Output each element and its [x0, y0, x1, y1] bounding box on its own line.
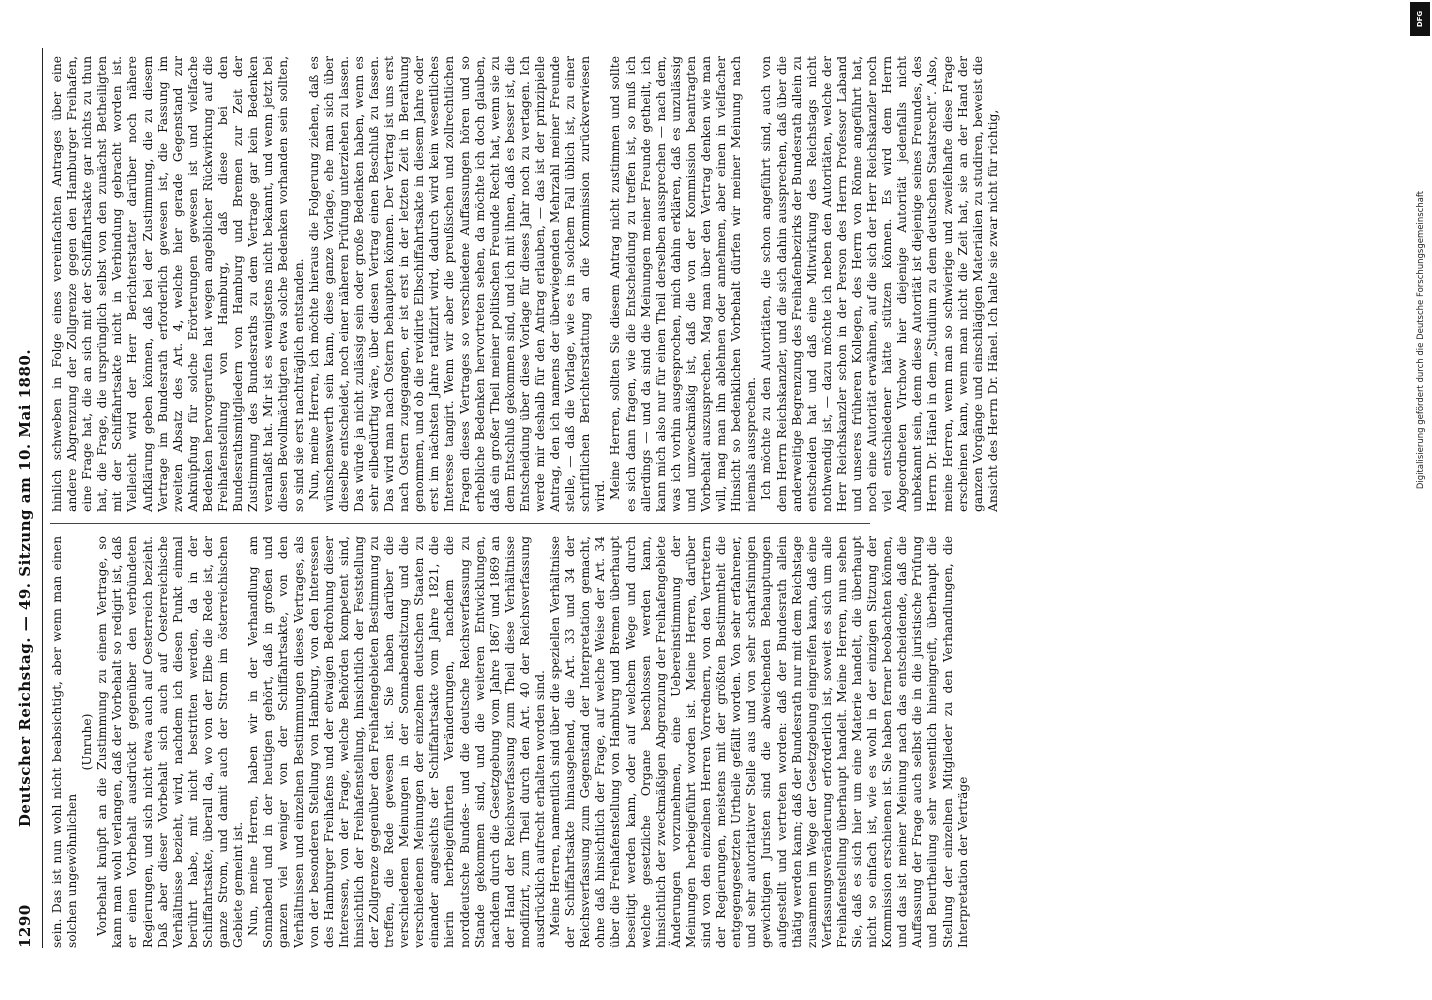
paragraph: Vorbehalt knüpft an die Zustimmung zu einem Vertrage, so kann man wohl verlangen, daß der Vorbehalt so redigirt ist, daß er einen Vorbehalt ausdrückt gegenüber den verbündeten Regierungen, und sich nicht etwa auch auf Oesterreich bezieht. Daß aber dieser Vorbehalt sich auch auf Oesterreichische Verhältnisse bezieht, wird, nachdem ich diesen Punkt einmal berührt habe, mit nicht bestritten werden, da in der Schiffahrtsakte, überall da, wo von der Elbe die Rede ist, der ganze Strom, und damit auch der Strom im österreichischen Gebiete gemeint ist.: [95, 536, 246, 948]
paragraph: hinlich schweben in Folge eines vereinfachten Antrages über eine andere Abgrenzung der Zollgrenze gegen den Hamburger Freihafen, eine Frage hat, die an sich mit der Schiffahrtsakte gar nichts zu thun hat, die Frage, die ursprünglich selbst von den zunächst Betheiligten mit der Schiffahrtsakte nicht in Verbindung gebracht worden ist. Vielleicht wird der Herr Berichterstatter darüber noch nähere Aufklärung geben können, daß bei der Zustimmung, die zu diesem Vertrage im Bundesrath erforderlich gewesen ist, die Fassung im zweiten Absatz des Art. 4, welche hier gerade Gegenstand zur Anknüpfung für solche Erörterungen gewesen ist und vielfache Bedenken hervorgerufen hat wegen angeblicher Rückwirkung auf die Freihafenstellung von Hamburg, daß diese bei den Bundesrathsmitgliedern von Hamburg und Bremen zur Zeit der Zustimmung des Bundesraths zu dem Vertrage gar kein Bedenken veranlaßt hat. Mir ist es wenigstens nicht bekannt, und wenn jetzt bei diesen Bevollmächtigten etwa solche Bedenken vorhanden sein sollten, so sind sie erst nachträglich entstanden.: [50, 56, 306, 512]
page-title: Deutscher Reichstag. — 49. Sitzung am 10. Mai 1880.: [16, 348, 34, 828]
paragraph: Meine Herren, namentlich sind über die speziellen Verhältnisse der Schiffahrtsakte hinausgehend, die Art. 33 und 34 der Reichsverfassung zum Gegenstand der Interpretation gemacht, ohne daß hinsichtlich der Frage, auf welche Weise der Art. 34 über die Freihafenstellung von Hamburg und Bremen überhaupt beseitigt werden kann, oder auf welchem Wege und durch welche gesetzliche Organe beschlossen werden kann, hinsichtlich der zweckmäßigen Abgrenzung der Freihafengebiete Änderungen vorzunehmen, eine Uebereinstimmung der Meinungen herbeigeführt worden ist. Meine Herren, darüber sind von den einzelnen Herren Vorrednern, von den Vertretern der Regierungen, meistens mit der größten Bestimmtheit die entgegengesetzten Urtheile gefällt worden. Von sehr erfahrener, und sehr autoritativer Stelle aus und von sehr scharfsinnigen gewichtigen Juristen sind die abweichenden Behauptungen aufgestellt und vertreten worden: daß der Bundesrath allein thätig werden kann; daß der Bundesrath nur mit dem Reichstage zusammen im Wege der Gesetzgebung eingreifen kann, daß eine Verfassungsveränderung erforderlich ist, soweit es sich um alle Freihafenstellung überhaupt handelt. Meine Herren, nun sehen Sie, daß es sich hier um eine Materie handelt, die überhaupt nicht so einfach ist, wie es wohl in der einzigen Sitzung der Kommission erschienen ist. Sie haben ferner beobachten können, und das ist meiner Meinung nach das entscheidende, daß die Auffassung der Frage auch selbst die in die juristische Prüfung und Beurtheilung sehr wesentlich hineingreift, überhaupt die Stellung der einzelnen Mitglieder zu den Verhandlungen, die Interpretation der Verträge: [548, 536, 970, 948]
paragraph: Ich möchte zu den Autoritäten, die schon angeführt sind, auch von dem Herrn Reichskanzler, und die sich dahin aussprechen, daß über die anderweitige Begrenzung des Freihafenbezirks der Bundesrath allein zu entscheiden hat und daß eine Mitwirkung des Reichstags nicht nothwendig ist, — dazu möchte ich neben den Autoritäten, welche der Herr Reichskanzler schon in der Person des Herrn Professor Laband und unseres früheren Kollegen, des Herrn von Rönne angeführt hat, noch eine Autorität erwähnen, auf die sich der Herr Reichskanzler noch viel entschiedener hätte stützen können. Es wird dem Herrn Abgeordneten Virchow hier diejenige Autorität jedenfalls nicht unbekannt sein, denn diese Autorität ist diejenige seines Freundes, des Herrn Dr. Hänel in dem „Studium zu dem deutschen Staatsrecht“. Also, meine Herren, wenn man so schwierige und zweifelhafte diese Frage erscheinen kann, wenn man nicht die Zeit hat, sie an der Hand der ganzen Vorgänge und einschlägigen Materialien zu studiren, beweist die Ansicht des Herrn Dr. Hänel. Ich halte sie zwar nicht für richtig,: [759, 56, 1000, 512]
column-divider: [50, 523, 870, 524]
stage-direction: (Unruhe): [80, 713, 95, 771]
paragraph: sein. Das ist nun wohl nicht beabsichtigt, aber wenn man einen solchen ungewöhnlichen: [50, 536, 80, 948]
page-number: 1290: [16, 904, 34, 948]
paragraph: Nun, meine Herren, haben wir in der Verhandlung am Sonnabend und in der heutigen gehört, daß in großen und ganzen viel weniger von der Schiffahrtsakte, von den Verhältnissen und einzelnen Bestimmungen dieses Vertrages, als von der besonderen Stellung von Hamburg, von den Interessen des Hamburger Freihafens und der etwaigen Bedrohung dieser Interessen, von der Frage, welche Behörden kompetent sind, hinsichtlich der Freihafenstellung, hinsichtlich der Feststellung der Zollgrenze gegenüber den Freihafengebieten Bestimmung zu treffen, die Rede gewesen ist. Sie haben darüber die verschiedenen Meinungen in der Sonnabendsitzung und die verschiedenen Meinungen der einzelnen deutschen Staaten zu einander angesichts der Schiffahrtsakte vom Jahre 1821, die hierin herbeigeführten Veränderungen, nachdem die norddeutsche Bundes- und die deutsche Reichsverfassung zu Stande gekommen sind, und die weiteren Entwicklungen, nachdem durch die Gesetzgebung vom Jahre 1867 und 1869 an der Hand der Reichsverfassung zum Theil diese Verhältnisse modifizirt, zum Theil durch den Art. 40 der Reichsverfassung ausdrücklich aufrecht erhalten worden sind.: [246, 536, 547, 948]
dfg-logo: DFG: [1410, 2, 1430, 36]
text-column-left: [50, 536, 970, 948]
digitization-credit: Digitalisierung gefördert durch die Deutsche Forschungsgemeinschaft: [1416, 190, 1426, 490]
paragraph: Meine Herren, sollten Sie diesem Antrag nicht zustimmen und sollte es sich dann fragen, wie die Entscheidung zu treffen ist, so muß ich allerdings — und da sind die Meinungen meiner Freunde getheilt, ich kann mich also nur für einen Theil derselben aussprechen — nach dem, was ich vorhin ausgesprochen, mich dahin erklären, daß es unzulässig und unzweckmäßig ist, daß die von der Kommission beantragten Vorbehalt auszusprechen. Mag man über den Vertrag denken wie man will, mag man ihn ablehnen oder annehmen, aber einen in vielfacher Hinsicht so bedenklichen Vorbehalt dürfen wir meiner Meinung nach niemals aussprechen.: [608, 56, 759, 512]
running-header: [8, 48, 43, 948]
text-column-right: [50, 56, 1000, 512]
paragraph: Nun, meine Herren, ich möchte hieraus die Folgerung ziehen, daß es wünschenswerth sein kann, diese ganze Vorlage, ehe man sich über dieselbe entscheidet, noch einer näheren Prüfung unterziehen zu lassen. Das würde ja nicht zulässig sein oder große Bedenken haben, wenn es sehr eilbedürftig wäre, über diesen Vertrag einen Beschluß zu fassen. Das wird man nach Ostern behaupten können. Der Vertrag ist uns erst nach Ostern zugegangen, er ist erst in der letzten Zeit in Berathung genommen, und ob die revidirte Elbschiffahrtsakte in diesem Jahre oder erst im nächsten Jahre ratifizirt wird, dadurch wird kein wesentliches Interesse tangirt. Wenn wir aber die preußischen und zollrechtlichen Fragen dieses Vertrages so verschiedene Auffassungen hören und so erhebliche Bedenken hervortreten sehen, da möchte ich doch glauben, daß ein großer Theil meiner politischen Freunde Recht hat, wenn sie zu dem Entschluß gekommen sind, und ich mit ihnen, daß es besser ist, die Entscheidung über diese Vorlage für dieses Jahr noch zu vertagen. Ich werde mir deshalb für den Antrag erlauben, — das ist der prinzipielle Antrag, den ich namens der überwiegenden Mehrzahl meiner Freunde stelle, — daß die Vorlage, wie es in solchem Fall üblich ist, zu einer schriftlichen Berichterstattung an die Kommission zurückverwiesen wird.: [306, 56, 608, 512]
